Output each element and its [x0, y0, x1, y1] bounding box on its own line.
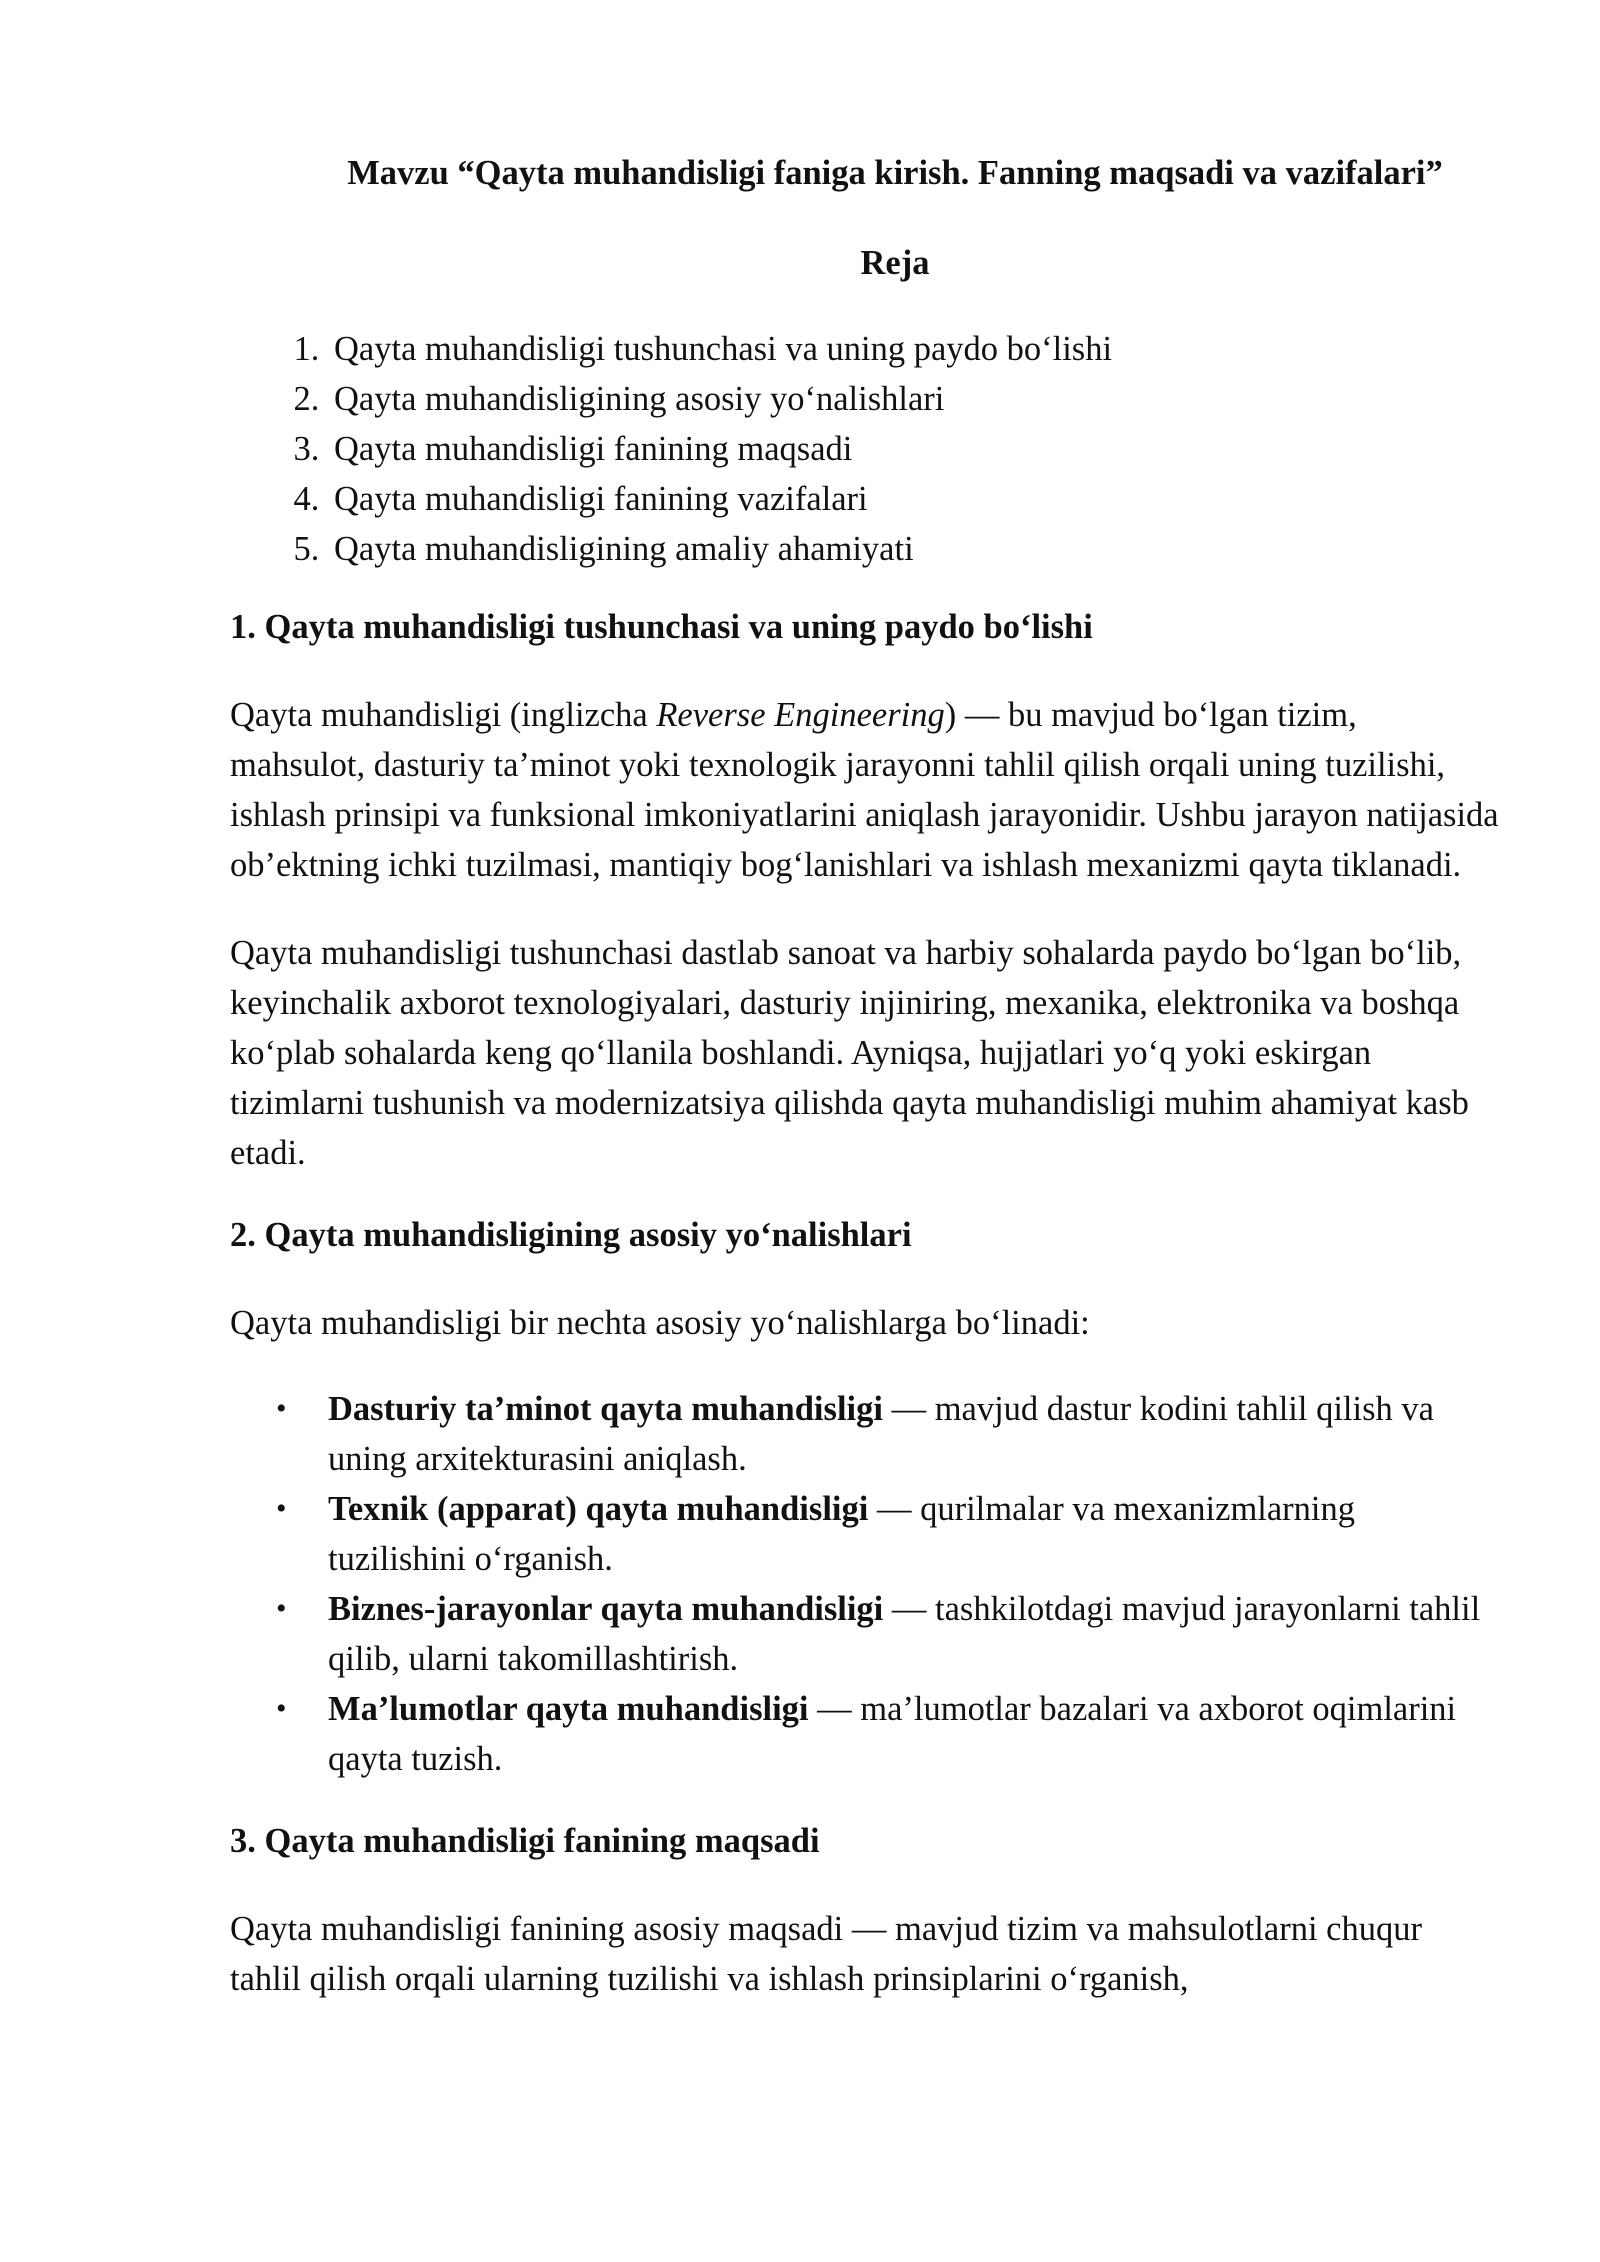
- paragraph-text: Qayta muhandisligi (inglizcha: [230, 696, 657, 734]
- list-item-term: Dasturiy ta’minot qayta muhandisligi: [328, 1390, 883, 1428]
- list-item-text: — tashkilotdagi mavjud jarayonlarni tahlil qilib, ularni takomillashtirish.: [328, 1590, 1481, 1678]
- plan-item: 5. Qayta muhandisligining amaliy ahamiyati: [328, 524, 1500, 574]
- section-1-paragraph-2: Qayta muhandisligi tushunchasi dastlab sanoat va harbiy sohalarda paydo bo‘lgan bo‘lib, keyinchalik axborot texnologiyalari, dasturiy injiniring, mexanika, elektronika va boshqa ko‘plab sohalarda keng qo‘llanila boshlandi. Ayniqsa, hujjatlari yo‘q yoki eskirgan tizimlarni tushunish va modernizatsiya qilishda qayta muhandisligi muhim ahamiyat kasb etadi.: [230, 934, 1469, 1172]
- reverse-engineering-term: Reverse Engineering: [656, 696, 945, 734]
- list-item-term: Texnik (apparat) qayta muhandisligi: [328, 1490, 869, 1528]
- document-title: Mavzu “Qayta muhandisligi faniga kirish. Fanning maqsadi va vazifalari”: [347, 154, 1443, 192]
- plan-item: 4. Qayta muhandisligi fanining vazifalari: [328, 474, 1500, 524]
- plan-list: [230, 324, 1500, 574]
- directions-list: [230, 1384, 1500, 1784]
- list-item-text: — ma’lumotlar bazalari va axborot oqimlarini qayta tuzish.: [328, 1690, 1457, 1778]
- section-2-heading: 2. Qayta muhandisligining asosiy yo‘nalishlari: [230, 1216, 912, 1254]
- bullet-icon: •: [276, 1492, 287, 1525]
- list-item-text: — mavjud dastur kodini tahlil qilish va uning arxitekturasini aniqlash.: [328, 1390, 1434, 1478]
- list-item: [276, 1684, 1500, 1784]
- list-item-term: Biznes-jarayonlar qayta muhandisligi: [328, 1590, 884, 1628]
- paragraph-text: ) — bu mavjud bo‘lgan tizim, mahsulot, dasturiy ta’minot yoki texnologik jarayonni tahlil qilish orqali uning tuzilishi, ishlash prinsipi va funksional imkoniyatlarini aniqlash jarayonidir. Ushbu jarayon natijasida ob’ektning ichki tuzilmasi, mantiqiy bog‘lanishlari va ishlash mexanizmi qayta tiklanadi.: [230, 696, 1499, 884]
- section-3-paragraph-1: Qayta muhandisligi fanining asosiy maqsadi — mavjud tizim va mahsulotlarni chuqur tahlil qilish orqali ularning tuzilishi va ishlash prinsiplarini o‘rganish,: [230, 1910, 1422, 1998]
- section-3-heading: 3. Qayta muhandisligi fanining maqsadi: [230, 1822, 820, 1860]
- bullet-icon: •: [276, 1592, 287, 1625]
- list-item-term: Ma’lumotlar qayta muhandisligi: [328, 1690, 809, 1728]
- section-1-heading: 1. Qayta muhandisligi tushunchasi va uning paydo bo‘lishi: [230, 608, 1093, 646]
- bullet-icon: •: [276, 1392, 287, 1425]
- list-item: [276, 1384, 1500, 1484]
- section-1-paragraph-1: [230, 690, 1500, 890]
- bullet-icon: •: [276, 1692, 287, 1725]
- list-item-text: — qurilmalar va mexanizmlarning tuzilishini o‘rganish.: [328, 1490, 1356, 1578]
- plan-item: 2. Qayta muhandisligining asosiy yo‘nalishlari: [328, 374, 1500, 424]
- list-item: [276, 1584, 1500, 1684]
- list-item: [276, 1484, 1500, 1584]
- plan-heading: Reja: [860, 244, 930, 282]
- section-2-intro: Qayta muhandisligi bir nechta asosiy yo‘nalishlarga bo‘linadi:: [230, 1304, 1090, 1342]
- plan-item: 1. Qayta muhandisligi tushunchasi va uning paydo bo‘lishi: [328, 324, 1500, 374]
- plan-item: 3. Qayta muhandisligi fanining maqsadi: [328, 424, 1500, 474]
